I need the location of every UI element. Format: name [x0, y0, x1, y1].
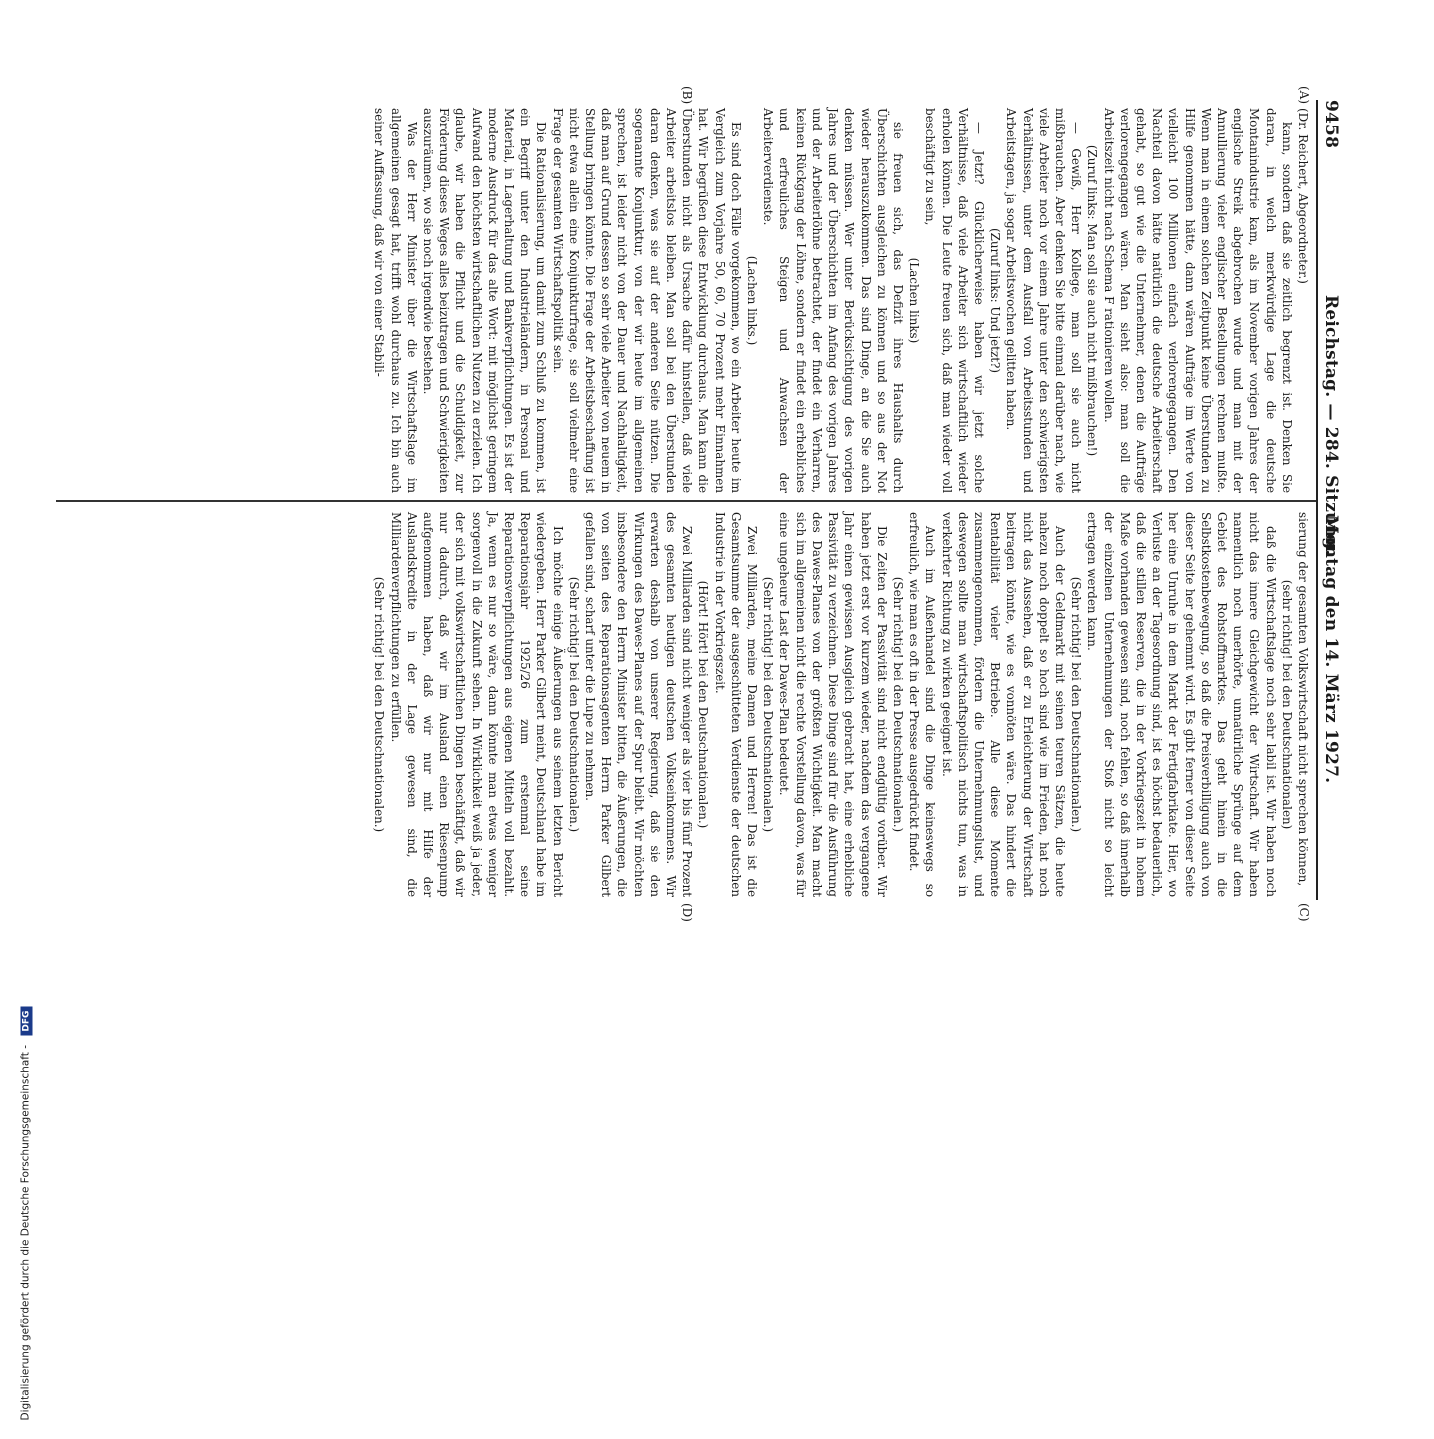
margin-mark-c: (C): [1297, 903, 1311, 922]
paragraph: Zwei Milliarden sind nicht weniger als vier bis fünf Prozent des gesamten heutigen deutschen Volkseinkommens. Wir erwarten deshalb von unserer Regierung, daß sie den Wirkungen des Dawes-Planes auf der Spur bleibt. Wir möchten insbesondere den Herrn Minister bitten, die Äußerungen, die von seiten des Reparationsagenten Herrn Parker Gilbert gefallen sind, scharf unter die Lupe zu nehmen.: [583, 512, 695, 897]
session-title: Reichstag. — 284. Sitzung.: [1321, 295, 1341, 556]
margin-mark-b: (B): [680, 86, 694, 105]
column-divider: [56, 500, 1316, 502]
paragraph: Zwei Milliarden, meine Damen und Herren! Das ist die Gesamtsumme der ausgeschütteten Verdienste der deutschen Industrie in der Vorkriegszeit.: [712, 512, 760, 897]
interjection: (Hört! Hört! bei den Deutschnationalen.): [696, 580, 711, 829]
paragraph: sierung der gesamten Volkswirtschaft nicht sprechen können,: [1296, 512, 1310, 887]
paragraph: daß die Wirtschaftslage noch sehr labil ist. Wir haben noch nicht das innere Gleichgewicht der Wirtschaft. Wir haben namentlich noch unerhörte, unnatürliche Sprünge auf dem Gebiet des Rohstoffmarktes. Das geht hinein in die Selbstkostenbewegung, so daß die Preisverbilligung auch von dieser Seite her gehemmt wird. Es gibt ferner von dieser Seite her eine Unruhe in dem Markt der Fertigfabrikate. Hier, wo Verluste an der Tagesordnung sind, ist es höchst bedauerlich, daß die stillen Reserven, die in der Vorkriegszeit in hohem Maße vorhanden gewesen sind, noch fehlen, so daß innerhalb der einzelnen Unternehmungen der Stoß nicht so leicht ertragen werden kann.: [1085, 512, 1278, 897]
paragraph: Ich möchte einige Äußerungen aus seinem letzten Bericht wiedergeben. Herr Parker Gilbert meint, Deutschland habe im Reparationsjahr 1925/26 zum erstenmal seine Reparationsverpflichtungen aus eigenen Mitteln voll bezahlt. Ja, wenn es nur so wäre, dann könnte man etwas weniger sorgenvoll in die Zukunft sehen. In Wirklichkeit weiß ja jeder, der sich mit volkswirtschaftlichen Dingen beschäftigt, daß wir nur dadurch, daß wir im Ausland einen Riesenpump aufgenommen haben, daß wir nur mit Hilfe der Auslandskredite in der Lage gewesen sind, die Milliardenverpflichtungen zu erfüllen.: [388, 512, 565, 897]
interjection: (Lachen links.): [745, 255, 760, 346]
dfg-logo: DFG: [21, 1007, 33, 1036]
watermark-text: Digitalisierung gefördert durch die Deutsche Forschungsgemeinschaft -: [19, 1044, 32, 1421]
left-column: [371, 108, 1311, 493]
interjection: (Sehr richtig! bei den Deutschnationalen.): [1069, 576, 1084, 833]
watermark: [19, 14, 40, 1439]
paragraph: (Dr. Reichert, Abgeordneter.): [1296, 108, 1310, 284]
right-column: [371, 512, 1311, 897]
paragraph: Die Rationalisierung, um damit zum Schluß zu kommen, ist ein Begriff unter den Industrieländern, in Personal und Material, in Lagerhaltung und Bankverpflichtungen. Es ist der moderne Ausdruck für das alte Wort: mit möglichst geringem Aufwand den höchsten wirtschaftlichen Nutzen zu erzielen. Ich glaube, wir haben die Pflicht und die Schuldigkeit, zur Förderung dieses Weges alles beizutragen und Schwierigkeiten auszuräumen, wo sie noch irgendwie bestehen.: [421, 108, 549, 493]
interjection: (Lachen links): [907, 257, 922, 344]
paragraph: kann, sondern daß sie zeitlich begrenzt ist. Denken Sie daran, in welch merkwürdige Lage die deutsche Montanindustrie kam, als im November vorigen Jahres der englische Streik abgebrochen wurde und man mit der Annullierung vieler englischer Bestellungen rechnen mußte. Wenn man in einem solchen Zeitpunkt keine Überstunden zu Hilfe genommen hätte, dann wären Aufträge im Werte von vielleicht 100 Millionen einfach verlorengegangen. Den Nachteil davon hätte natürlich die deutsche Arbeiterschaft gehabt, so gut wie die Unternehmer, denen die Aufträge verlorengegangen wären. Man sieht also: man soll die Arbeitszeit nicht nach Schema F rationieren wollen.: [1101, 108, 1294, 493]
interjection: (Sehr richtig! bei den Deutschnationalen.): [890, 576, 905, 833]
interjection: (Sehr richtig! bei den Deutschnationalen.): [761, 576, 776, 833]
interjection: (Sehr richtig! bei den Deutschnationalen.): [372, 576, 387, 833]
session-date: Montag den 14. März 1927.: [1321, 515, 1341, 784]
paragraph: sie freuen sich, das Defizit ihres Haushalts durch Überschichten ausgleichen zu können und so aus der Not wieder herauszukommen. Das sind Dinge, an die Sie auch denken müssen. Wer unter Berücksichtigung des vorigen Jahres und der Überschichten im Anfang des vorigen Jahres und der Arbeiterlöhne betrachtet, der findet ein Verharren, keinen Rückgang der Löhne, sondern er findet ein erhebliches und erfreuliches Steigen und Anwachsen der Arbeiterverdienste.: [761, 108, 905, 493]
margin-mark-a: (A): [1297, 86, 1311, 105]
margin-mark-d: (D): [680, 903, 694, 922]
interjection: (Zuruf links: Man soll sie auch nicht mißbrauchen!): [1085, 144, 1100, 457]
header-rule: [1316, 100, 1318, 900]
paragraph: Es sind doch Fälle vorgekommen, wo ein Arbeiter heute im Vergleich zum Vorjahre 50, 60, 70 Prozent mehr Einnahmen hat. Wir begrüßen diese Entwicklung durchaus. Man kann die Überstunden nicht als Ursache dafür hinstellen, daß viele Arbeiter arbeitslos bleiben. Man soll bei den Überstunden daran denken, was sie auf der anderen Seite nützen. Die sogenannte Konjunktur, von der wir heute im allgemeinen sprechen, ist leider nicht von der Dauer und Nachhaltigkeit, daß man auf Grund dessen so sehr viele Arbeiter von neuem in Stellung bringen könnte. Die Frage der Arbeitsbeschaffung ist nicht etwa allein eine Konjunkturfrage, sie soll vielmehr eine Frage der gesamten Wirtschaftspolitik sein.: [550, 108, 743, 493]
interjection: (Zuruf links: Und jetzt?): [988, 227, 1003, 374]
paragraph: — Gewiß, Herr Kollege, man soll sie auch nicht mißbrauchen. Aber denken Sie bitte einmal darüber nach, wie viele Arbeiter noch vor einem Jahre unter den schwierigsten Verhältnissen, unter dem Ausfall von Arbeitsstunden und Arbeitstagen, ja sogar Arbeitswochen gelitten haben.: [1004, 108, 1084, 493]
watermark-text-line: [20, 21, 33, 1421]
paragraph: Auch der Geldmarkt mit seinen teuren Sätzen, die heute nahezu noch doppelt so hoch sind wie im Frieden, hat noch nicht das Aussehen, daß er zu Erleichterung der Wirtschaft beitragen könnte, wie es vonnöten wäre. Das hindert die Rentabilität vieler Betriebe. Alle diese Momente zusammengenommen, fördern die Unternehmungslust, und deswegen sollte man wirtschaftspolitisch nichts tun, was in verkehrter Richtung zu wirken geeignet ist.: [939, 512, 1067, 897]
page-number: 9458: [1321, 100, 1341, 149]
paragraph: Was der Herr Minister über die Wirtschaftslage im allgemeinen gesagt hat, trifft wohl durchaus zu. Ich bin auch seiner Auffassung, daß wir von einer Stabili-: [372, 108, 419, 493]
interjection: (sehr richtig! bei den Deutschnationalen): [1279, 579, 1294, 830]
interjection: (Sehr richtig! bei den Deutschnationalen.): [566, 576, 581, 833]
paragraph: Die Zeiten der Passivität sind nicht endgültig vorüber. Wir haben jetzt erst vor kurzem wieder, nachdem das vergangene Jahr einen gewissen Ausgleich gebracht hat, eine erhebliche Passivität zu verzeichnen. Diese Dinge sind für die Ausführung des Dawes-Planes von der größten Wichtigkeit. Man macht sich im allgemeinen nicht die rechte Vorstellung davon, was für eine ungeheure Last der Dawes-Plan bedeutet.: [777, 512, 889, 897]
paragraph: — Jetzt? Glücklicherweise haben wir jetzt solche Verhältnisse, daß viele Arbeiter sich wirtschaftlich wieder erholen können. Die Leute freuen sich, daß man wieder voll beschäftigt zu sein,: [923, 108, 986, 493]
paragraph: Auch im Außenhandel sind die Dinge keineswegs so erfreulich, wie man es oft in der Presse ausgedrückt findet.: [907, 512, 938, 897]
